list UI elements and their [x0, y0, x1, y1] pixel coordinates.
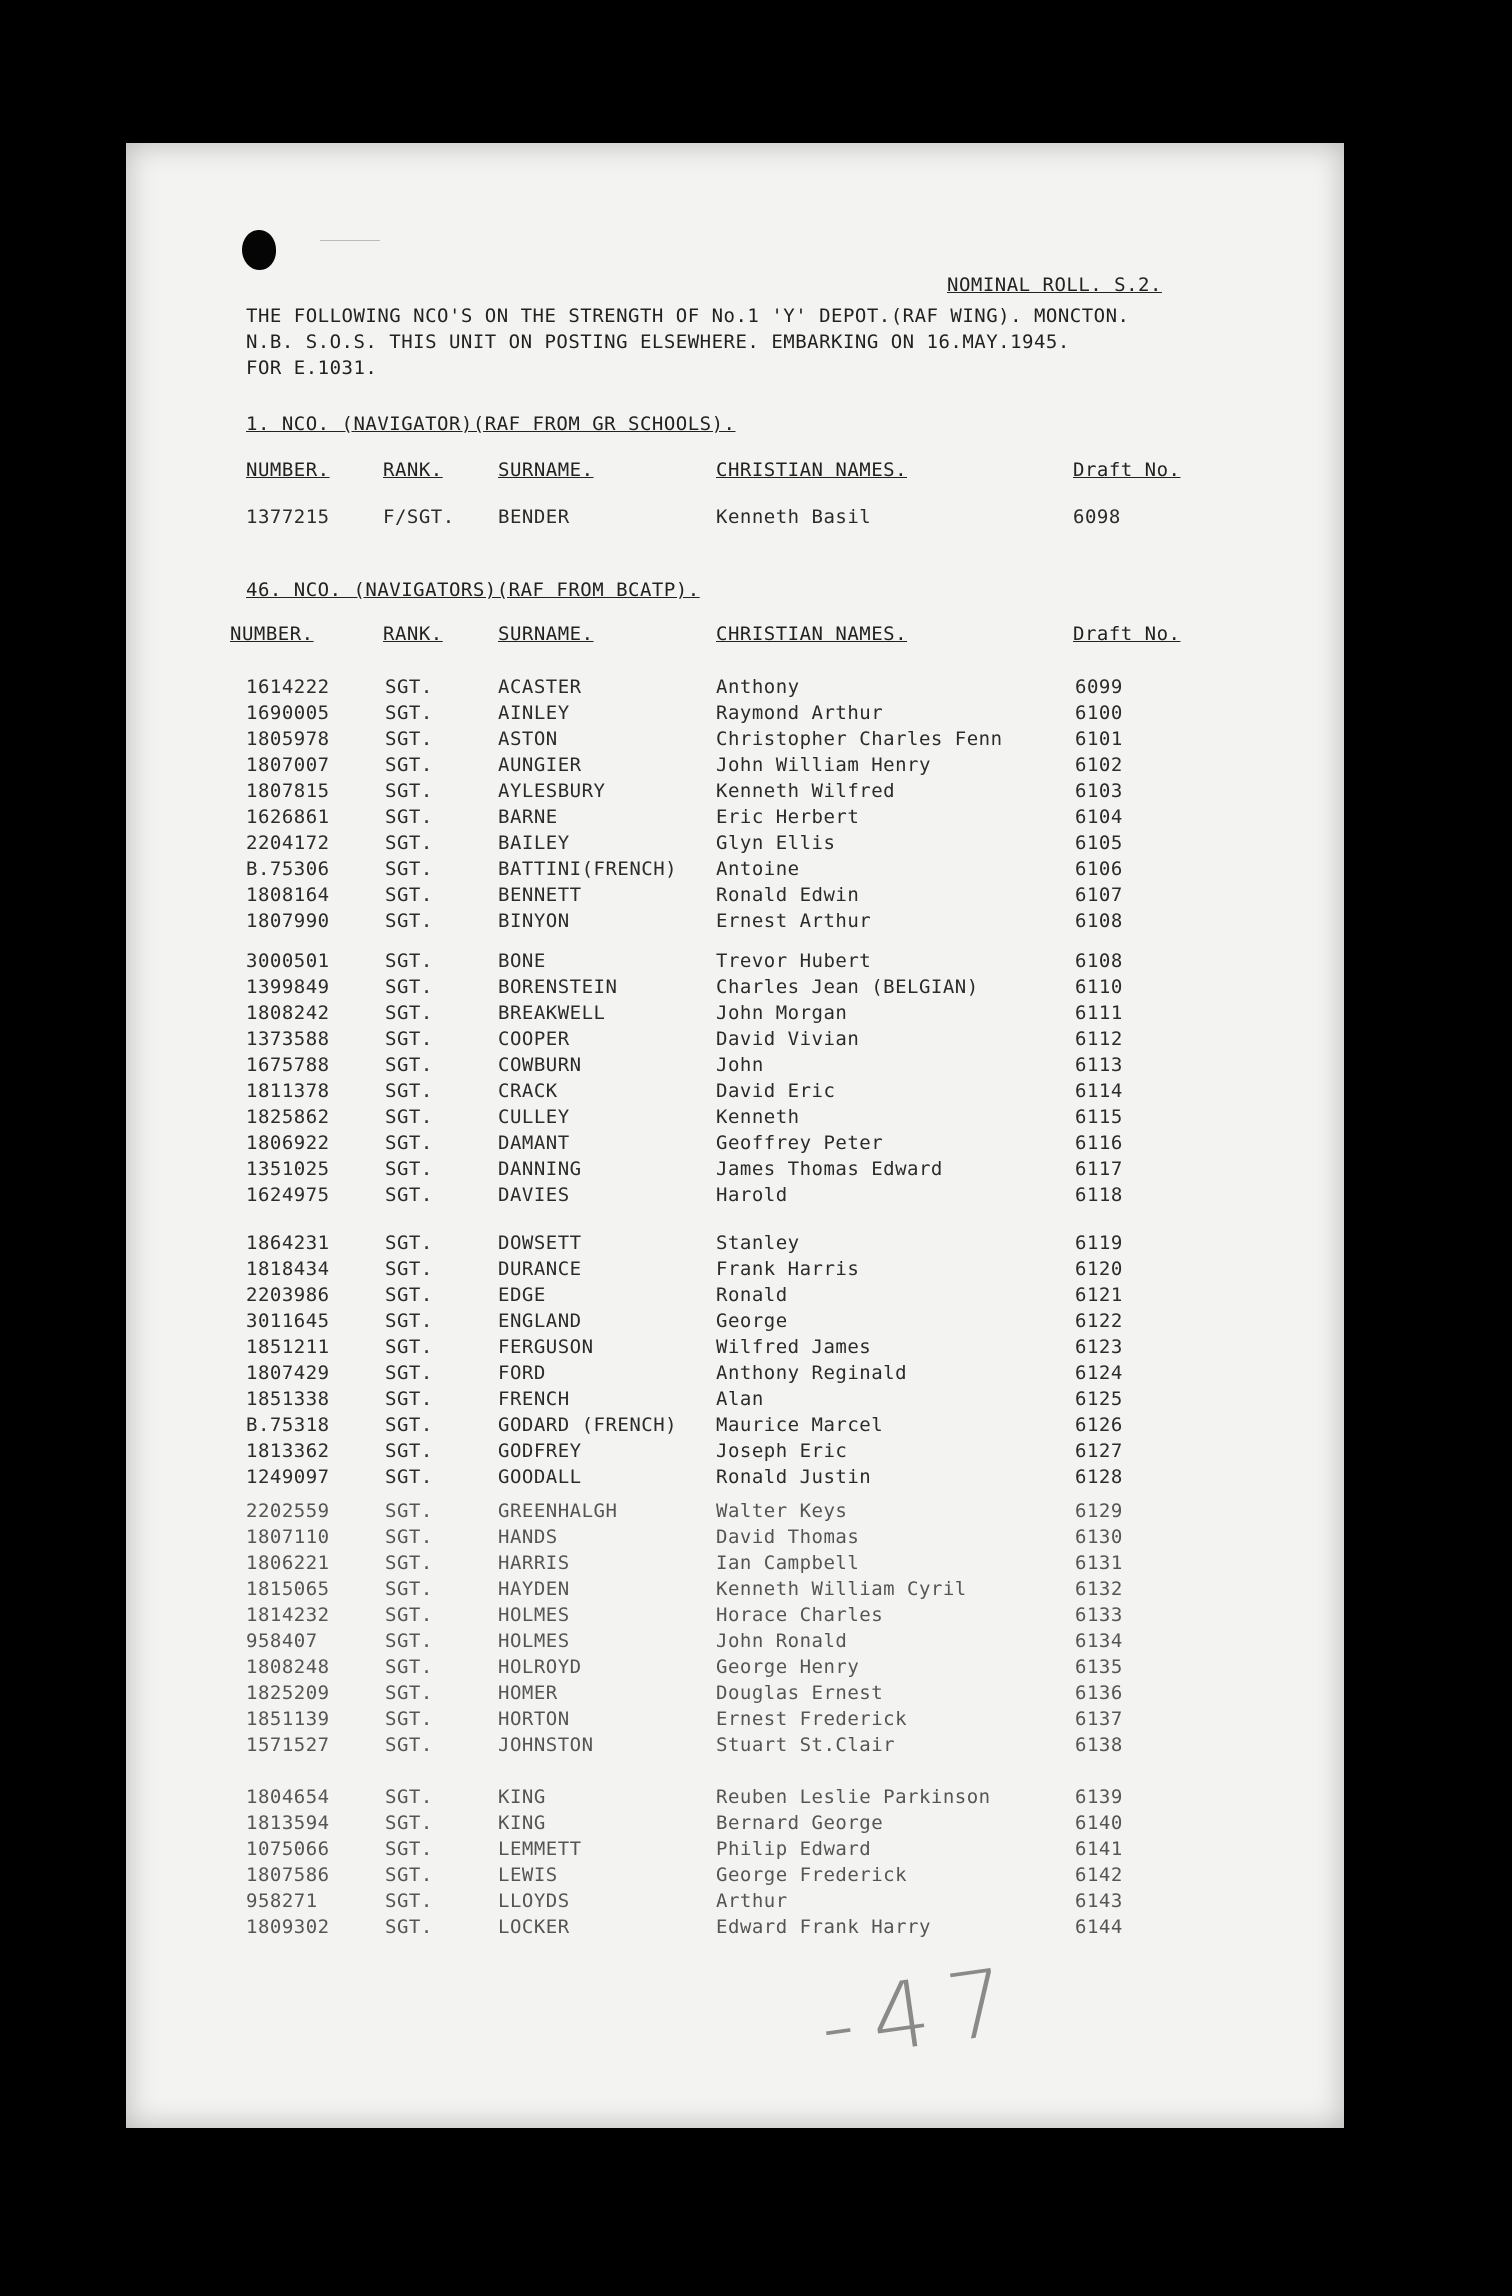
- cell-draft: 6105: [1075, 832, 1123, 854]
- cell-rank: SGT.: [385, 1526, 433, 1548]
- cell-draft: 6125: [1075, 1388, 1123, 1410]
- cell-rank: SGT.: [385, 780, 433, 802]
- cell-rank: SGT.: [385, 832, 433, 854]
- col-number-header: NUMBER.: [230, 623, 314, 645]
- cell-christian: George Henry: [716, 1656, 860, 1678]
- cell-rank: SGT.: [385, 1362, 433, 1384]
- cell-christian: Bernard George: [716, 1812, 884, 1834]
- cell-number: 1624975: [246, 1184, 330, 1206]
- cell-surname: KING: [498, 1812, 546, 1834]
- cell-number: 2202559: [246, 1500, 330, 1522]
- cell-rank: SGT.: [385, 806, 433, 828]
- cell-rank: SGT.: [385, 1132, 433, 1154]
- col-christian-header: CHRISTIAN NAMES.: [716, 459, 908, 481]
- cell-surname: GOODALL: [498, 1466, 582, 1488]
- cell-number: 1626861: [246, 806, 330, 828]
- cell-surname: AYLESBURY: [498, 780, 606, 802]
- cell-rank: SGT.: [385, 884, 433, 906]
- cell-draft: 6111: [1075, 1002, 1123, 1024]
- cell-rank: SGT.: [385, 754, 433, 776]
- cell-number: 1825862: [246, 1106, 330, 1128]
- cell-number: 1571527: [246, 1734, 330, 1756]
- cell-draft: 6142: [1075, 1864, 1123, 1886]
- cell-christian: Harold: [716, 1184, 788, 1206]
- cell-draft: 6139: [1075, 1786, 1123, 1808]
- cell-rank: SGT.: [385, 1578, 433, 1600]
- cell-number: 1377215: [246, 506, 330, 528]
- cell-surname: GODFREY: [498, 1440, 582, 1462]
- cell-number: 3000501: [246, 950, 330, 972]
- cell-number: 1690005: [246, 702, 330, 724]
- intro-line-3: FOR E.1031.: [246, 357, 378, 379]
- cell-surname: HAYDEN: [498, 1578, 570, 1600]
- cell-surname: HORTON: [498, 1708, 570, 1730]
- cell-rank: SGT.: [385, 676, 433, 698]
- cell-christian: Arthur: [716, 1890, 788, 1912]
- cell-surname: CRACK: [498, 1080, 558, 1102]
- cell-surname: LEMMETT: [498, 1838, 582, 1860]
- cell-rank: SGT.: [385, 1656, 433, 1678]
- cell-draft: 6130: [1075, 1526, 1123, 1548]
- cell-surname: HARRIS: [498, 1552, 570, 1574]
- cell-draft: 6138: [1075, 1734, 1123, 1756]
- cell-christian: Ernest Arthur: [716, 910, 872, 932]
- cell-christian: John Ronald: [716, 1630, 848, 1652]
- intro-line-2: N.B. S.O.S. THIS UNIT ON POSTING ELSEWHERE. EMBARKING ON 16.MAY.1945.: [246, 331, 1070, 353]
- cell-rank: SGT.: [385, 1708, 433, 1730]
- cell-rank: SGT.: [385, 702, 433, 724]
- cell-surname: BARNE: [498, 806, 558, 828]
- cell-christian: Walter Keys: [716, 1500, 848, 1522]
- cell-christian: Ronald: [716, 1284, 788, 1306]
- cell-christian: Raymond Arthur: [716, 702, 884, 724]
- cell-number: 1807990: [246, 910, 330, 932]
- cell-surname: LEWIS: [498, 1864, 558, 1886]
- cell-number: 958271: [246, 1890, 318, 1912]
- cell-draft: 6115: [1075, 1106, 1123, 1128]
- cell-christian: Kenneth William Cyril: [716, 1578, 967, 1600]
- col-rank-header: RANK.: [383, 623, 443, 645]
- cell-christian: Ronald Justin: [716, 1466, 872, 1488]
- cell-number: 1808164: [246, 884, 330, 906]
- cell-christian: Stanley: [716, 1232, 800, 1254]
- cell-christian: Christopher Charles Fenn: [716, 728, 1003, 750]
- cell-surname: ASTON: [498, 728, 558, 750]
- cell-surname: AINLEY: [498, 702, 570, 724]
- cell-number: 958407: [246, 1630, 318, 1652]
- cell-rank: SGT.: [385, 1630, 433, 1652]
- cell-rank: SGT.: [385, 1002, 433, 1024]
- cell-rank: SGT.: [385, 1158, 433, 1180]
- cell-number: 1851338: [246, 1388, 330, 1410]
- cell-rank: SGT.: [385, 950, 433, 972]
- cell-number: 1807007: [246, 754, 330, 776]
- cell-rank: SGT.: [385, 728, 433, 750]
- cell-surname: HANDS: [498, 1526, 558, 1548]
- cell-rank: SGT.: [385, 1028, 433, 1050]
- cell-surname: GODARD (FRENCH): [498, 1414, 678, 1436]
- cell-christian: Trevor Hubert: [716, 950, 872, 972]
- cell-draft: 6120: [1075, 1258, 1123, 1280]
- cell-draft: 6121: [1075, 1284, 1123, 1306]
- cell-number: 2204172: [246, 832, 330, 854]
- cell-surname: FORD: [498, 1362, 546, 1384]
- cell-number: 1614222: [246, 676, 330, 698]
- cell-draft: 6101: [1075, 728, 1123, 750]
- cell-draft: 6140: [1075, 1812, 1123, 1834]
- cell-christian: David Thomas: [716, 1526, 860, 1548]
- cell-draft: 6133: [1075, 1604, 1123, 1626]
- cell-christian: Eric Herbert: [716, 806, 860, 828]
- cell-draft: 6131: [1075, 1552, 1123, 1574]
- cell-number: 1806922: [246, 1132, 330, 1154]
- cell-draft: 6123: [1075, 1336, 1123, 1358]
- cell-draft: 6116: [1075, 1132, 1123, 1154]
- cell-surname: CULLEY: [498, 1106, 570, 1128]
- cell-draft: 6143: [1075, 1890, 1123, 1912]
- cell-rank: SGT.: [385, 976, 433, 998]
- col-christian-header: CHRISTIAN NAMES.: [716, 623, 908, 645]
- cell-christian: Maurice Marcel: [716, 1414, 884, 1436]
- cell-rank: SGT.: [385, 1552, 433, 1574]
- cell-surname: BATTINI(FRENCH): [498, 858, 678, 880]
- cell-number: 1806221: [246, 1552, 330, 1574]
- cell-rank: SGT.: [385, 1336, 433, 1358]
- cell-surname: BENDER: [498, 506, 570, 528]
- cell-christian: John: [716, 1054, 764, 1076]
- roll-title: NOMINAL ROLL. S.2.: [947, 274, 1162, 296]
- cell-draft: 6136: [1075, 1682, 1123, 1704]
- cell-rank: SGT.: [385, 1500, 433, 1522]
- cell-surname: ENGLAND: [498, 1310, 582, 1332]
- cell-rank: SGT.: [385, 1838, 433, 1860]
- cell-surname: AUNGIER: [498, 754, 582, 776]
- cell-rank: SGT.: [385, 1080, 433, 1102]
- cell-draft: 6122: [1075, 1310, 1123, 1332]
- intro-line-1: THE FOLLOWING NCO'S ON THE STRENGTH OF No.1 'Y' DEPOT.(RAF WING). MONCTON.: [246, 305, 1130, 327]
- cell-draft: 6126: [1075, 1414, 1123, 1436]
- cell-christian: Alan: [716, 1388, 764, 1410]
- cell-draft: 6124: [1075, 1362, 1123, 1384]
- cell-christian: Kenneth Wilfred: [716, 780, 896, 802]
- cell-rank: SGT.: [385, 1258, 433, 1280]
- cell-christian: Horace Charles: [716, 1604, 884, 1626]
- cell-surname: KING: [498, 1786, 546, 1808]
- cell-draft: 6113: [1075, 1054, 1123, 1076]
- cell-rank: SGT.: [385, 1604, 433, 1626]
- cell-rank: SGT.: [385, 1310, 433, 1332]
- cell-draft: 6144: [1075, 1916, 1123, 1938]
- cell-surname: ACASTER: [498, 676, 582, 698]
- cell-christian: George: [716, 1310, 788, 1332]
- cell-christian: Douglas Ernest: [716, 1682, 884, 1704]
- cell-surname: BORENSTEIN: [498, 976, 618, 998]
- cell-number: 1805978: [246, 728, 330, 750]
- cell-surname: JOHNSTON: [498, 1734, 594, 1756]
- cell-surname: LLOYDS: [498, 1890, 570, 1912]
- cell-number: 1807429: [246, 1362, 330, 1384]
- section1-title: 1. NCO. (NAVIGATOR)(RAF FROM GR SCHOOLS).: [246, 413, 736, 435]
- cell-surname: BONE: [498, 950, 546, 972]
- section2-title: 46. NCO. (NAVIGATORS)(RAF FROM BCATP).: [246, 579, 700, 601]
- cell-number: 1807815: [246, 780, 330, 802]
- cell-surname: HOLROYD: [498, 1656, 582, 1678]
- cell-rank: SGT.: [385, 1734, 433, 1756]
- cell-draft: 6104: [1075, 806, 1123, 828]
- cell-surname: BINYON: [498, 910, 570, 932]
- cell-number: 1815065: [246, 1578, 330, 1600]
- cell-christian: Philip Edward: [716, 1838, 872, 1860]
- cell-draft: 6134: [1075, 1630, 1123, 1652]
- cell-christian: George Frederick: [716, 1864, 908, 1886]
- cell-surname: HOMER: [498, 1682, 558, 1704]
- cell-draft: 6106: [1075, 858, 1123, 880]
- cell-number: 1675788: [246, 1054, 330, 1076]
- cell-rank: SGT.: [385, 1388, 433, 1410]
- cell-christian: Kenneth: [716, 1106, 800, 1128]
- cell-surname: FRENCH: [498, 1388, 570, 1410]
- cell-rank: SGT.: [385, 1864, 433, 1886]
- cell-christian: Reuben Leslie Parkinson: [716, 1786, 991, 1808]
- cell-draft: 6103: [1075, 780, 1123, 802]
- cell-number: 3011645: [246, 1310, 330, 1332]
- cell-number: 1399849: [246, 976, 330, 998]
- cell-draft: 6099: [1075, 676, 1123, 698]
- cell-christian: Ernest Frederick: [716, 1708, 908, 1730]
- cell-number: 1811378: [246, 1080, 330, 1102]
- cell-rank: SGT.: [385, 858, 433, 880]
- cell-draft: 6102: [1075, 754, 1123, 776]
- cell-rank: SGT.: [385, 1682, 433, 1704]
- cell-number: 1809302: [246, 1916, 330, 1938]
- cell-rank: SGT.: [385, 1466, 433, 1488]
- cell-surname: DAVIES: [498, 1184, 570, 1206]
- cell-christian: Glyn Ellis: [716, 832, 836, 854]
- cell-number: 1851139: [246, 1708, 330, 1730]
- cell-number: 1075066: [246, 1838, 330, 1860]
- cell-draft: 6098: [1073, 506, 1121, 528]
- cell-draft: 6108: [1075, 910, 1123, 932]
- punch-hole: [242, 230, 276, 270]
- cell-surname: BREAKWELL: [498, 1002, 606, 1024]
- cell-christian: Wilfred James: [716, 1336, 872, 1358]
- cell-rank: SGT.: [385, 1054, 433, 1076]
- cell-surname: COOPER: [498, 1028, 570, 1050]
- cell-surname: COWBURN: [498, 1054, 582, 1076]
- col-number-header: NUMBER.: [246, 459, 330, 481]
- cell-draft: 6127: [1075, 1440, 1123, 1462]
- cell-christian: Frank Harris: [716, 1258, 860, 1280]
- cell-draft: 6128: [1075, 1466, 1123, 1488]
- cell-rank: SGT.: [385, 1916, 433, 1938]
- cell-surname: HOLMES: [498, 1604, 570, 1626]
- cell-number: 1351025: [246, 1158, 330, 1180]
- cell-number: 1864231: [246, 1232, 330, 1254]
- cell-christian: Kenneth Basil: [716, 506, 872, 528]
- cell-rank: SGT.: [385, 1284, 433, 1306]
- cell-christian: John Morgan: [716, 1002, 848, 1024]
- cell-number: 1813594: [246, 1812, 330, 1834]
- cell-draft: 6107: [1075, 884, 1123, 906]
- col-surname-header: SURNAME.: [498, 623, 594, 645]
- cell-rank: SGT.: [385, 1232, 433, 1254]
- cell-rank: SGT.: [385, 1440, 433, 1462]
- cell-number: B.75318: [246, 1414, 330, 1436]
- cell-rank: F/SGT.: [383, 506, 455, 528]
- cell-draft: 6108: [1075, 950, 1123, 972]
- cell-surname: DOWSETT: [498, 1232, 582, 1254]
- col-surname-header: SURNAME.: [498, 459, 594, 481]
- cell-rank: SGT.: [385, 1890, 433, 1912]
- header-rule: [320, 240, 380, 241]
- handwritten-mark: -47: [813, 1946, 1031, 2081]
- cell-rank: SGT.: [385, 910, 433, 932]
- cell-number: 1804654: [246, 1786, 330, 1808]
- cell-draft: 6135: [1075, 1656, 1123, 1678]
- cell-draft: 6110: [1075, 976, 1123, 998]
- cell-draft: 6114: [1075, 1080, 1123, 1102]
- cell-christian: Stuart St.Clair: [716, 1734, 896, 1756]
- cell-christian: Edward Frank Harry: [716, 1916, 931, 1938]
- cell-number: 1818434: [246, 1258, 330, 1280]
- cell-surname: FERGUSON: [498, 1336, 594, 1358]
- cell-rank: SGT.: [385, 1184, 433, 1206]
- cell-draft: 6118: [1075, 1184, 1123, 1206]
- cell-surname: BAILEY: [498, 832, 570, 854]
- cell-christian: John William Henry: [716, 754, 931, 776]
- cell-christian: David Vivian: [716, 1028, 860, 1050]
- cell-number: B.75306: [246, 858, 330, 880]
- cell-christian: Anthony Reginald: [716, 1362, 908, 1384]
- cell-christian: Antoine: [716, 858, 800, 880]
- cell-surname: LOCKER: [498, 1916, 570, 1938]
- cell-surname: DAMANT: [498, 1132, 570, 1154]
- cell-draft: 6119: [1075, 1232, 1123, 1254]
- cell-rank: SGT.: [385, 1786, 433, 1808]
- col-draft-header: Draft No.: [1073, 623, 1181, 645]
- cell-number: 1851211: [246, 1336, 330, 1358]
- cell-surname: DURANCE: [498, 1258, 582, 1280]
- cell-draft: 6141: [1075, 1838, 1123, 1860]
- cell-draft: 6112: [1075, 1028, 1123, 1050]
- cell-rank: SGT.: [385, 1106, 433, 1128]
- cell-draft: 6137: [1075, 1708, 1123, 1730]
- cell-surname: BENNETT: [498, 884, 582, 906]
- cell-surname: EDGE: [498, 1284, 546, 1306]
- cell-christian: Geoffrey Peter: [716, 1132, 884, 1154]
- cell-number: 1808248: [246, 1656, 330, 1678]
- cell-number: 1373588: [246, 1028, 330, 1050]
- cell-draft: 6100: [1075, 702, 1123, 724]
- cell-christian: Charles Jean (BELGIAN): [716, 976, 979, 998]
- cell-number: 1808242: [246, 1002, 330, 1024]
- cell-surname: HOLMES: [498, 1630, 570, 1652]
- cell-draft: 6132: [1075, 1578, 1123, 1600]
- cell-number: 1807110: [246, 1526, 330, 1548]
- cell-number: 2203986: [246, 1284, 330, 1306]
- cell-christian: James Thomas Edward: [716, 1158, 943, 1180]
- cell-christian: Anthony: [716, 676, 800, 698]
- cell-surname: GREENHALGH: [498, 1500, 618, 1522]
- cell-draft: 6129: [1075, 1500, 1123, 1522]
- cell-draft: 6117: [1075, 1158, 1123, 1180]
- col-rank-header: RANK.: [383, 459, 443, 481]
- cell-number: 1814232: [246, 1604, 330, 1626]
- cell-christian: Ronald Edwin: [716, 884, 860, 906]
- cell-rank: SGT.: [385, 1812, 433, 1834]
- cell-number: 1813362: [246, 1440, 330, 1462]
- cell-surname: DANNING: [498, 1158, 582, 1180]
- cell-rank: SGT.: [385, 1414, 433, 1436]
- cell-christian: Joseph Eric: [716, 1440, 848, 1462]
- cell-number: 1807586: [246, 1864, 330, 1886]
- cell-christian: Ian Campbell: [716, 1552, 860, 1574]
- cell-number: 1249097: [246, 1466, 330, 1488]
- cell-number: 1825209: [246, 1682, 330, 1704]
- col-draft-header: Draft No.: [1073, 459, 1181, 481]
- cell-christian: David Eric: [716, 1080, 836, 1102]
